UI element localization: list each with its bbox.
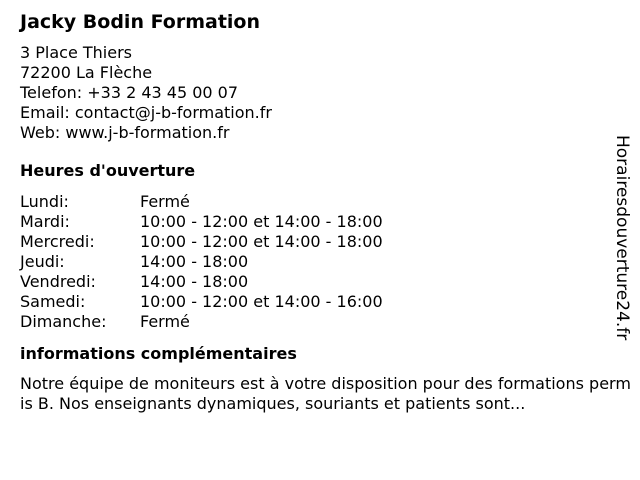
hours-row-vendredi [20,272,620,292]
opening-hours-table [20,192,620,332]
hours-row-samedi [20,292,620,312]
day-time: 10:00 - 12:00 et 14:00 - 16:00 [140,292,383,311]
day-time: 14:00 - 18:00 [140,272,249,291]
hours-row-mercredi [20,232,620,252]
city-address: 72200 La Flèche [20,63,153,82]
day-label: Mercredi: [20,232,95,251]
day-label: Jeudi: [20,252,65,271]
hours-row-lundi [20,192,620,212]
hours-row-mardi [20,212,620,232]
day-time: 14:00 - 18:00 [140,252,249,271]
business-name: Jacky Bodin Formation [20,11,261,33]
hours-row-jeudi [20,252,620,272]
day-time: 10:00 - 12:00 et 14:00 - 18:00 [140,232,383,251]
day-label: Mardi: [20,212,70,231]
website-link[interactable]: Web: www.j-b-formation.fr [20,123,230,142]
hours-heading: Heures d'ouverture [20,161,196,180]
day-time: 10:00 - 12:00 et 14:00 - 18:00 [140,212,383,231]
day-time: Fermé [140,312,190,331]
day-time: Fermé [140,192,190,211]
phone-number[interactable]: Telefon: +33 2 43 45 00 07 [20,83,239,102]
info-heading: informations complémentaires [20,344,297,363]
site-watermark: Horairesdouverture24.fr [612,135,632,341]
street-address: 3 Place Thiers [20,43,133,62]
hours-row-dimanche [20,312,620,332]
info-description: Notre équipe de moniteurs est à votre disposition pour des formations permis B. Nos enseignants dynamiques, souriants et patients sont... [20,374,631,413]
day-label: Lundi: [20,192,69,211]
email-address[interactable]: Email: contact@j-b-formation.fr [20,103,272,122]
day-label: Dimanche: [20,312,107,331]
day-label: Samedi: [20,292,86,311]
day-label: Vendredi: [20,272,96,291]
contact-block [20,43,620,143]
